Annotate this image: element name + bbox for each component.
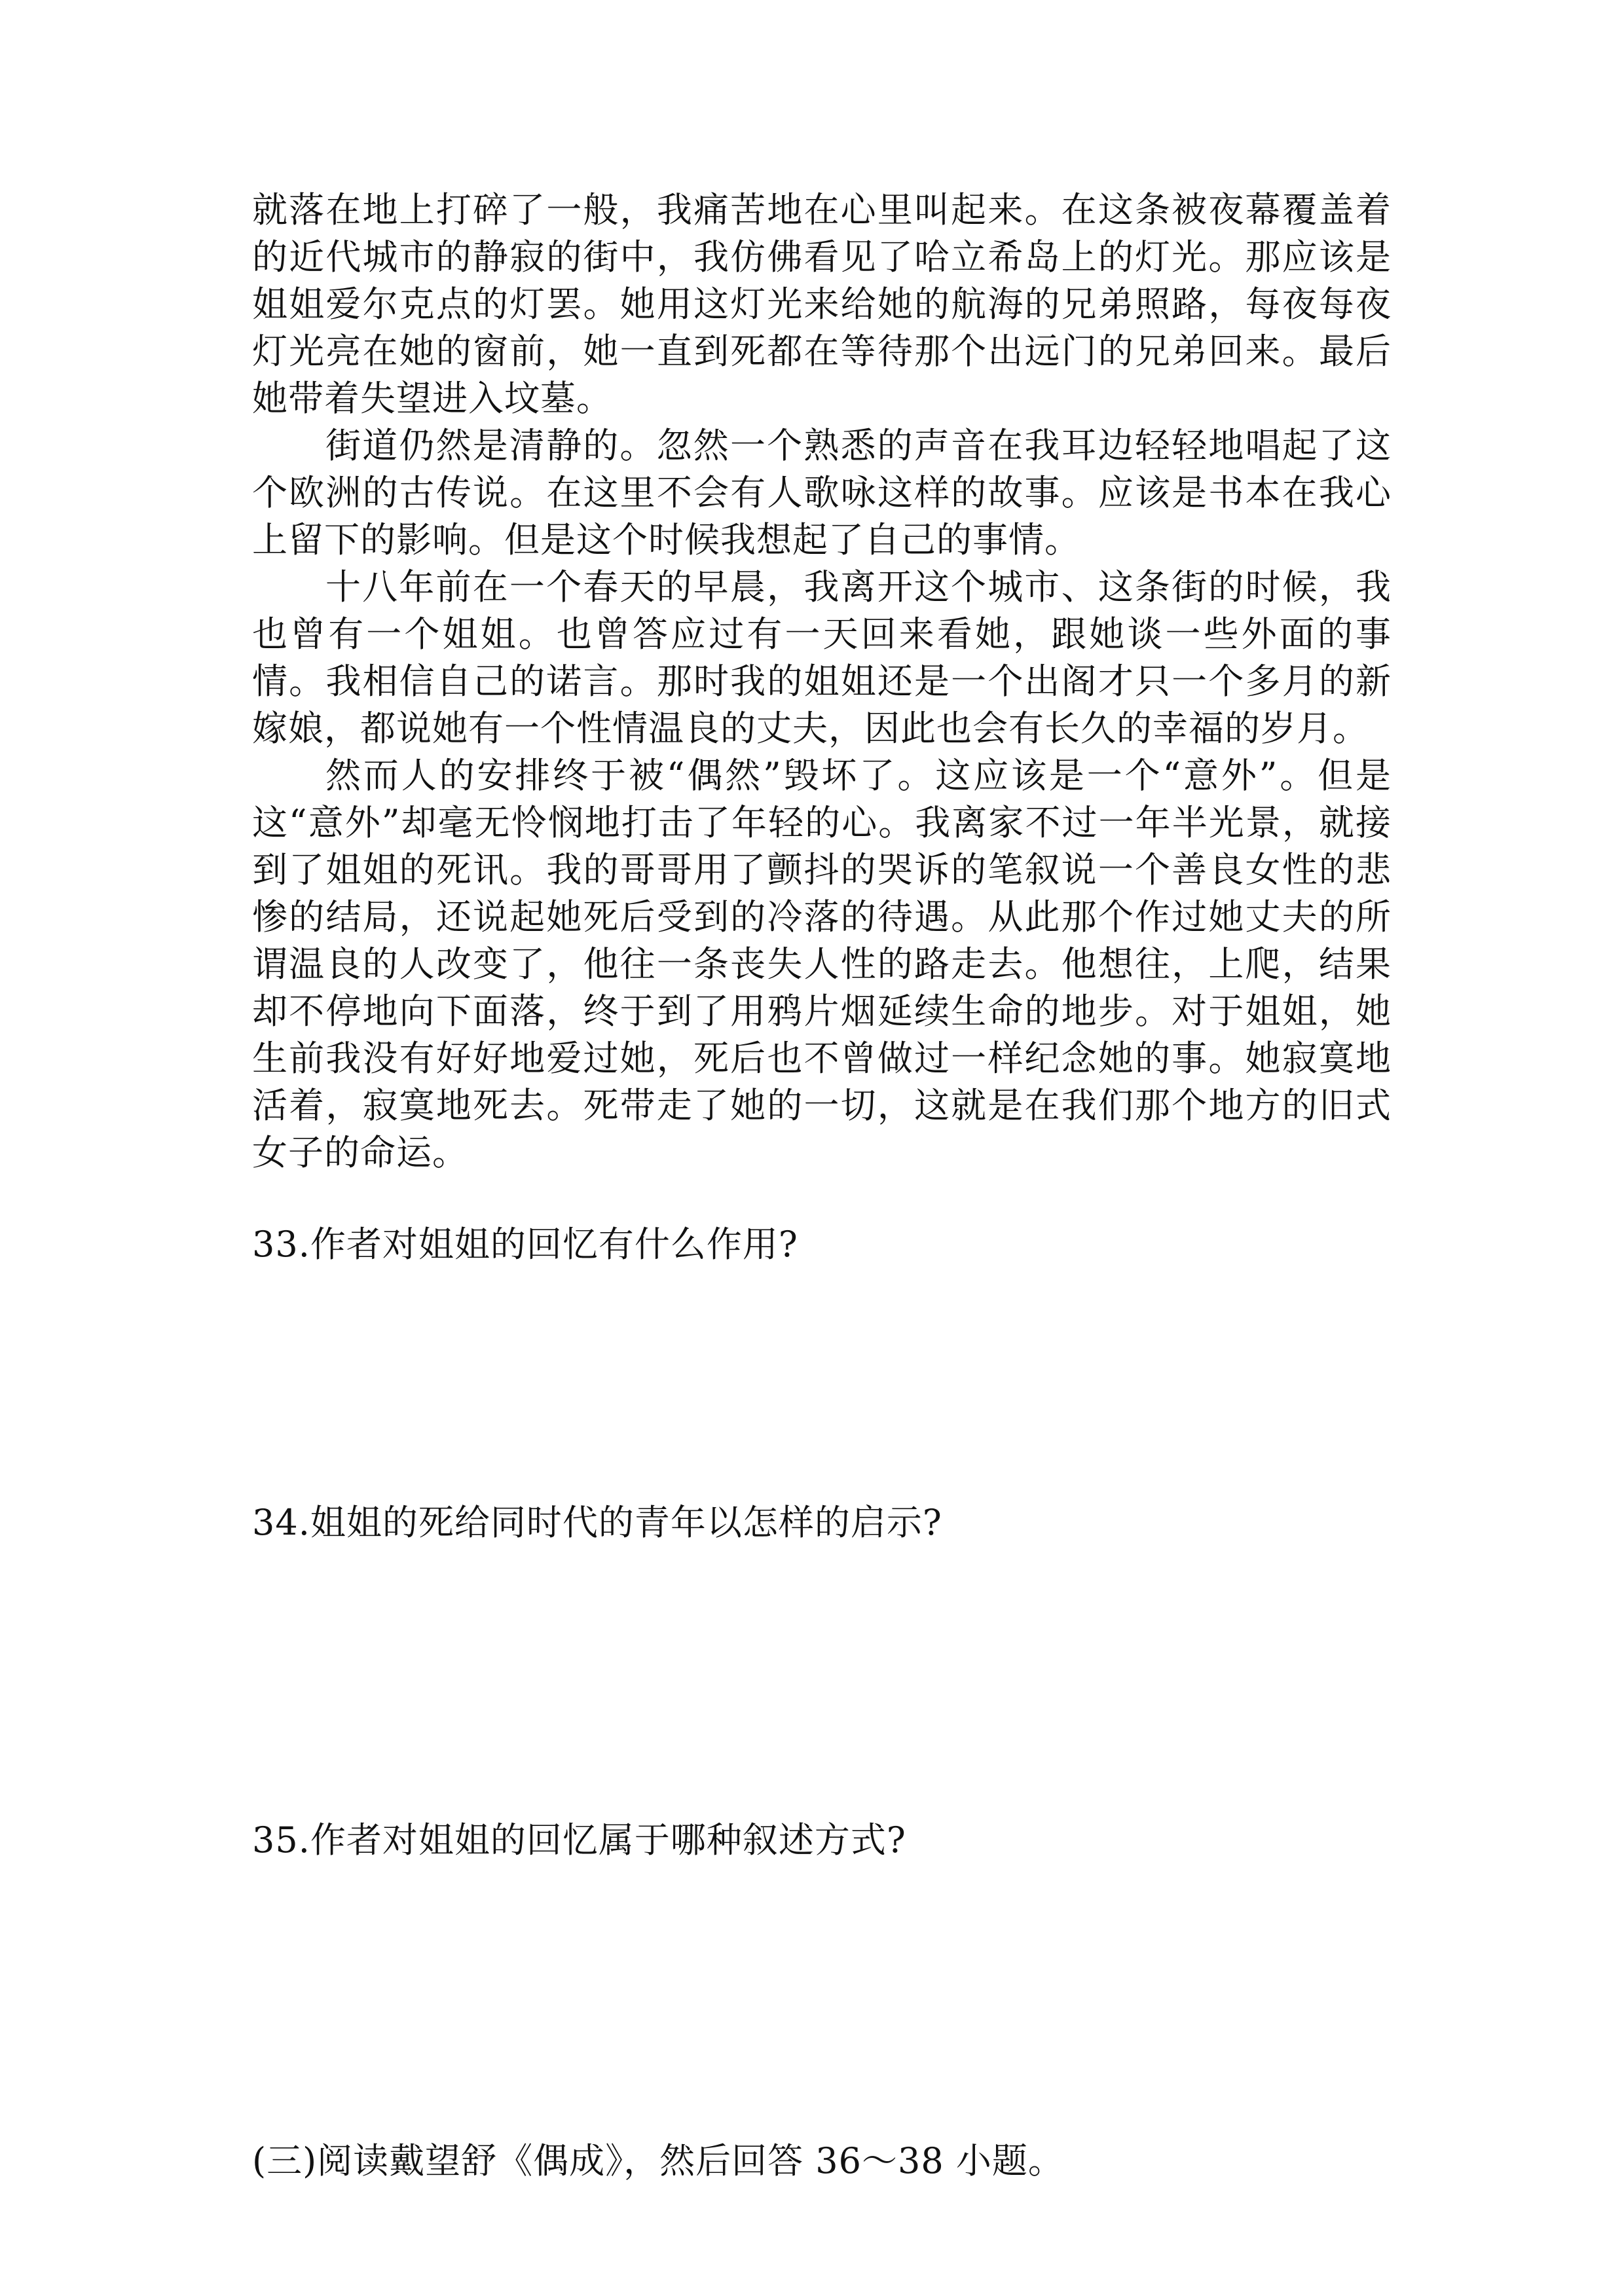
section-3-heading: (三)阅读戴望舒《偶成》，然后回答 36～38 小题。 xyxy=(252,2140,1064,2181)
passage-paragraph-2: 街道仍然是清静的。忽然一个熟悉的声音在我耳边轻轻地唱起了这个欧洲的古传说。在这里不会有人歌咏这样的故事。应该是书本在我心上留下的影响。但是这个时候我想起了自己的事情。 xyxy=(252,425,1392,560)
passage-paragraph-4: 然而人的安排终于被“偶然”毁坏了。这应该是一个“意外”。但是这“意外”却毫无怜悯地打击了年轻的心。我离家不过一年半光景，就接到了姐姐的死讯。我的哥哥用了颤抖的哭诉的笔叙说一个善良女性的悲惨的结局，还说起她死后受到的冷落的待遇。从此那个作过她丈夫的所谓温良的人改变了，他往一条丧失人性的路走去。他想往，上爬，结果却不停地向下面落，终于到了用鸦片烟延续生命的地步。对于姐姐，她生前我没有好好地爱过她，死后也不曾做过一样纪念她的事。她寂寞地活着，寂寞地死去。死带走了她的一切，这就是在我们那个地方的旧式女子的命运。 xyxy=(252,755,1392,1173)
question-35: 35.作者对姐姐的回忆属于哪种叙述方式? xyxy=(252,1819,906,1861)
question-34: 34.姐姐的死给同时代的青年以怎样的启示? xyxy=(252,1502,942,1543)
passage-paragraph-3: 十八年前在一个春天的早晨，我离开这个城市、这条街的时候，我也曾有一个姐姐。也曾答应过有一天回来看她，跟她谈一些外面的事情。我相信自己的诺言。那时我的姐姐还是一个出阁才只一个多月的新嫁娘，都说她有一个性情温良的丈夫，因此也会有长久的幸福的岁月。 xyxy=(252,566,1392,749)
question-33: 33.作者对姐姐的回忆有什么作用? xyxy=(252,1224,798,1265)
passage-paragraph-1: 就落在地上打碎了一般，我痛苦地在心里叫起来。在这条被夜幕覆盖着的近代城市的静寂的街中，我仿佛看见了哈立希岛上的灯光。那应该是姐姐爱尔克点的灯罢。她用这灯光来给她的航海的兄弟照路，每夜每夜灯光亮在她的窗前，她一直到死都在等待那个出远门的兄弟回来。最后她带着失望进入坟墓。 xyxy=(252,189,1392,419)
reading-passage xyxy=(252,187,1392,1176)
